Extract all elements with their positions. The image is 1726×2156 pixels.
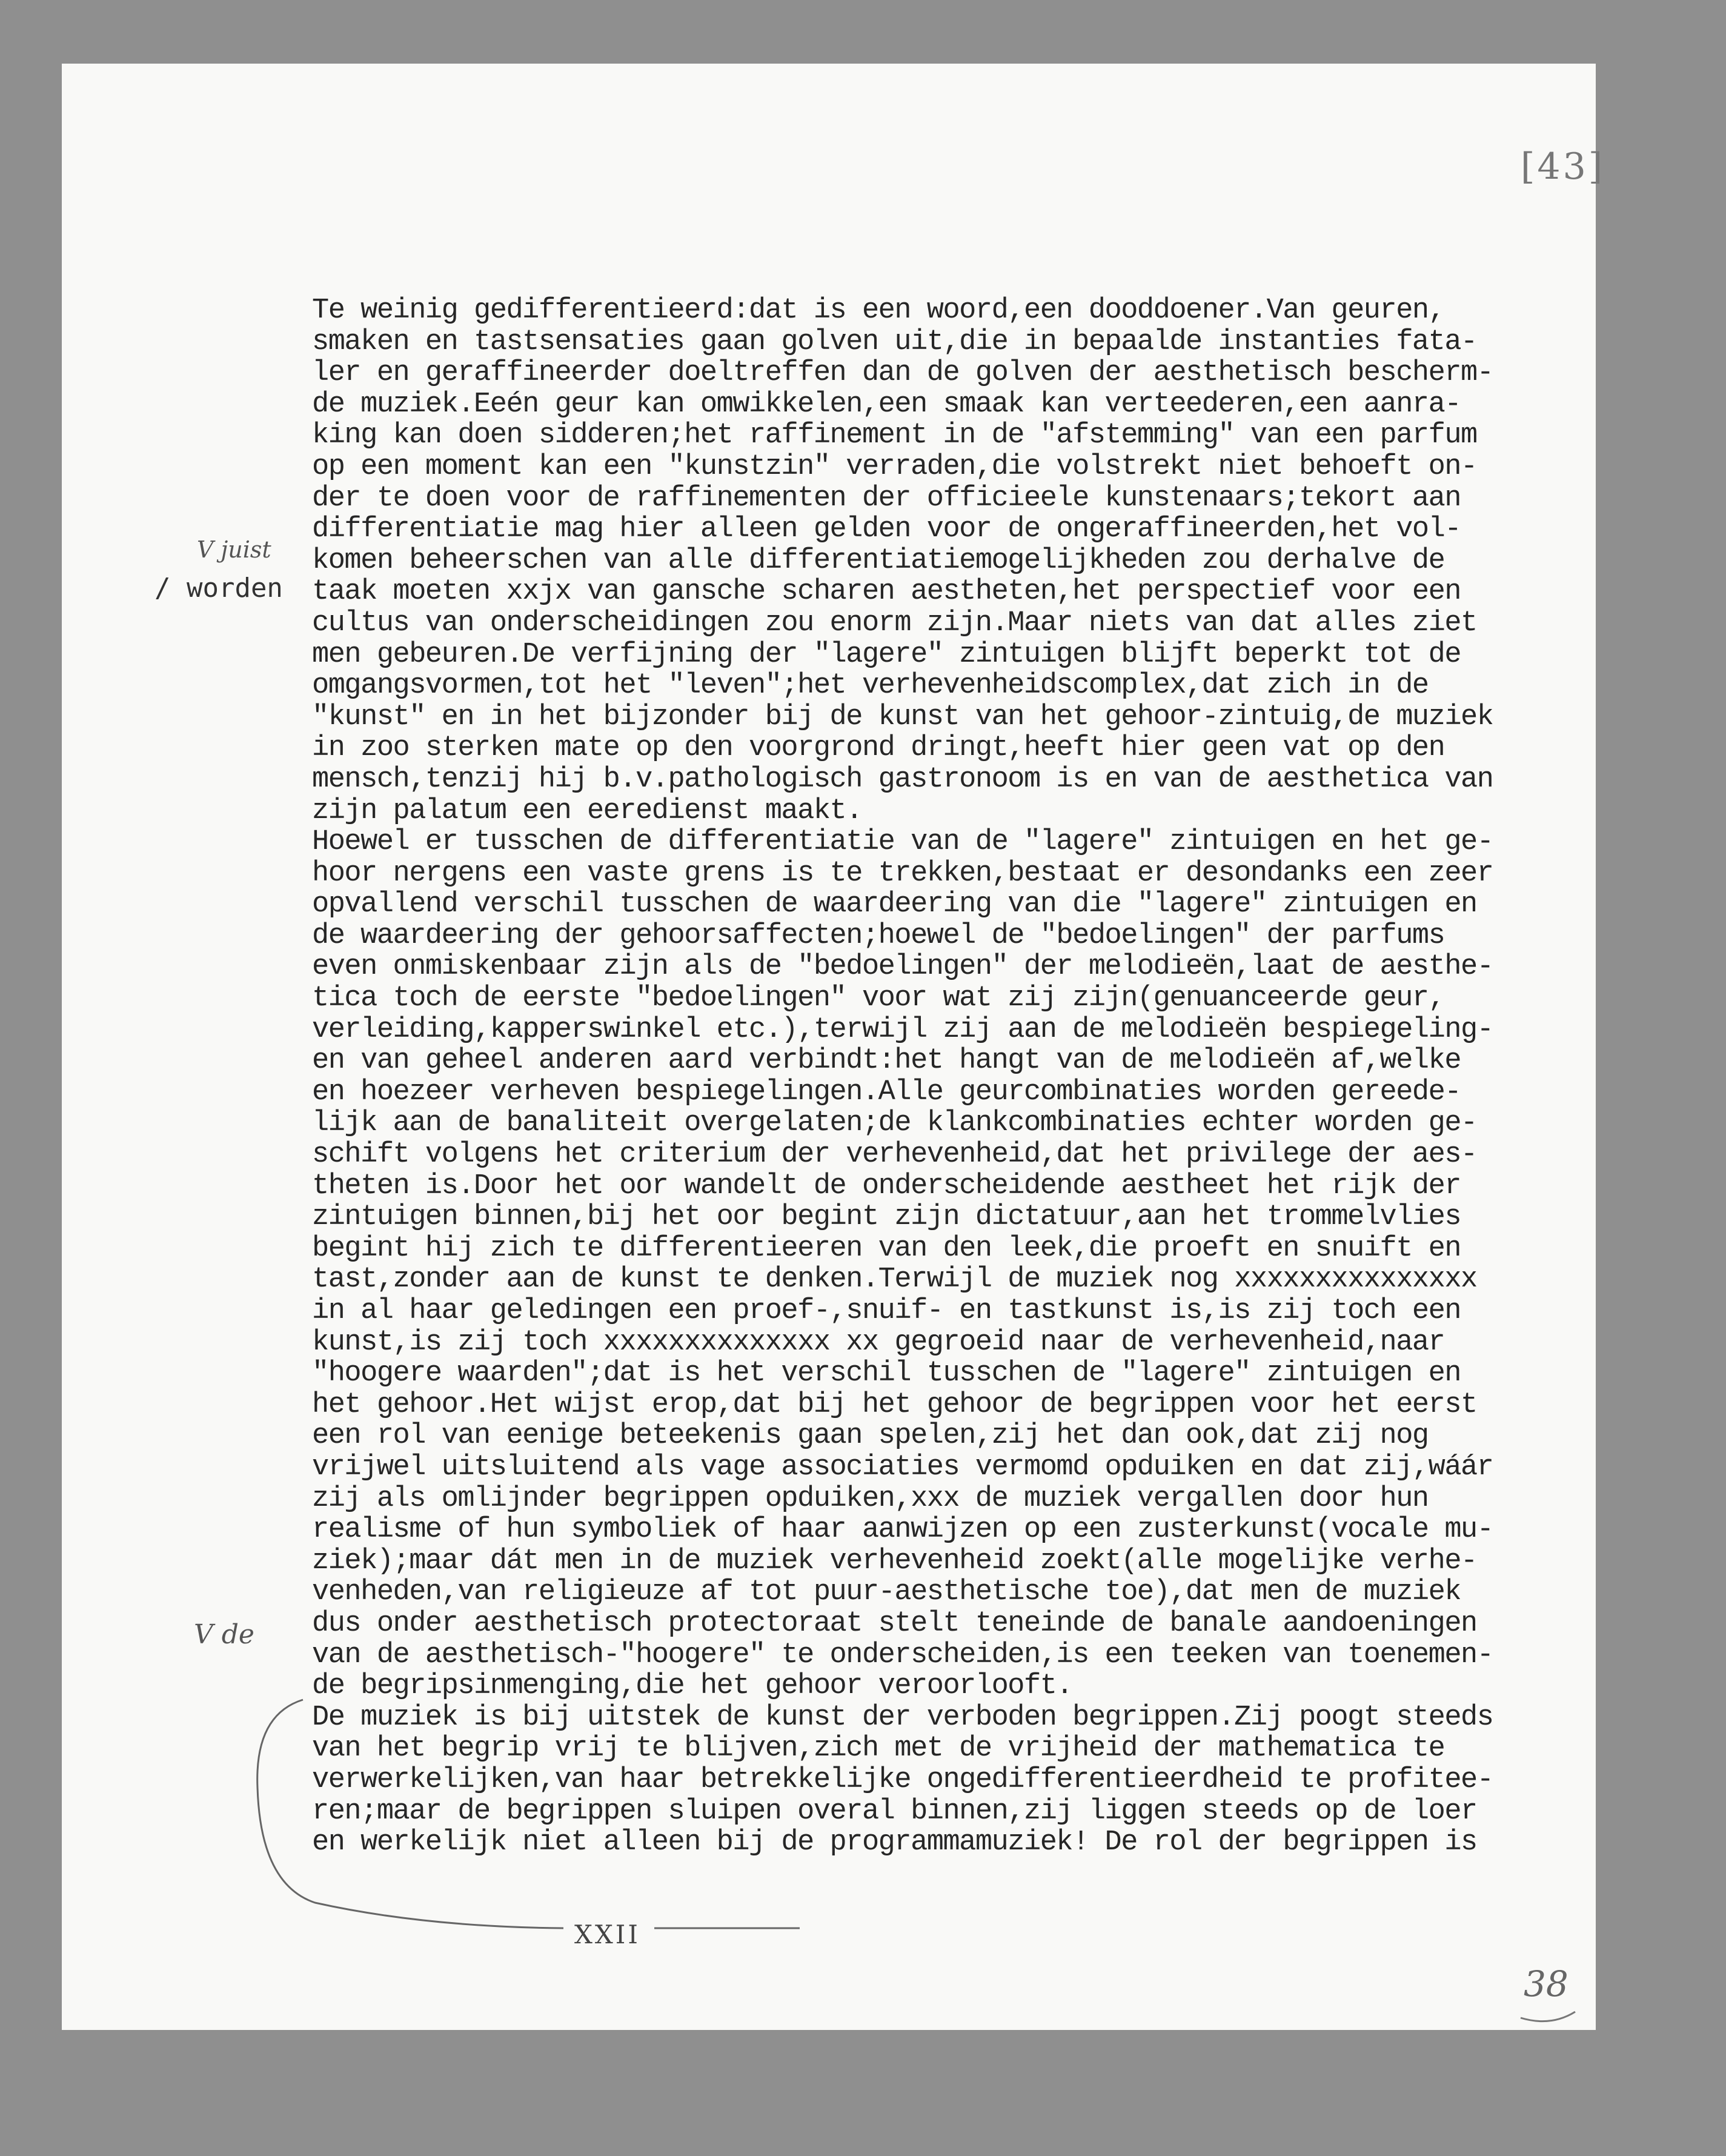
text-line: een rol van eenige beteekenis gaan spelen,zij het dan ook,dat zij nog <box>312 1420 1429 1452</box>
text-line: taak moeten xxjx van gansche scharen aestheten,het perspectief voor een <box>312 576 1461 608</box>
text-line: dus onder aesthetisch protectoraat stelt teneinde de banale aandoeningen <box>312 1607 1477 1640</box>
text-line: king kan doen sidderen;het raffinement in de "afstemming" van een parfum <box>312 419 1477 452</box>
text-line: en werkelijk niet alleen bij de programmamuziek! De rol der begrippen is <box>312 1826 1477 1859</box>
text-line: in al haar geledingen een proef-,snuif- en tastkunst is,is zij toch een <box>312 1295 1461 1327</box>
text-line: in zoo sterken mate op den voorgrond dringt,heeft hier geen vat op den <box>312 732 1445 765</box>
text-line: de waardeering der gehoorsaffecten;hoewel de "bedoelingen" der parfums <box>312 919 1445 952</box>
text-line: realisme of hun symboliek of haar aanwijzen op een zusterkunst(vocale mu- <box>312 1514 1493 1546</box>
margin-note-worden: / worden <box>154 573 283 604</box>
text-line: komen beheerschen van alle differentiatiemogelijkheden zou derhalve de <box>312 544 1445 577</box>
text-line: omgangsvormen,tot het "leven";het verhevenheidscomplex,dat zich in de <box>312 670 1429 702</box>
page-number: 38 <box>1524 1963 1568 2005</box>
text-line: even onmiskenbaar zijn als de "bedoelingen" der melodieën,laat de aesthe- <box>312 951 1493 983</box>
text-line: het gehoor.Het wijst erop,dat bij het gehoor de begrippen voor het eerst <box>312 1388 1477 1421</box>
text-line: theten is.Door het oor wandelt de onderscheidende aestheet het rijk der <box>312 1169 1461 1202</box>
text-line: van het begrip vrij te blijven,zich met de vrijheid der mathematica te <box>312 1732 1445 1765</box>
text-line: kunst,is zij toch xxxxxxxxxxxxxx xx gegroeid naar de verhevenheid,naar <box>312 1326 1445 1359</box>
text-line: tast,zonder aan de kunst te denken.Terwijl de muziek nog xxxxxxxxxxxxxxx <box>312 1263 1477 1296</box>
text-line: "hoogere waarden";dat is het verschil tusschen de "lagere" zintuigen en <box>312 1357 1461 1390</box>
text-line: de begripsinmenging,die het gehoor veroorlooft. <box>312 1670 1073 1703</box>
text-line: de muziek.Eeén geur kan omwikkelen,een smaak kan verteederen,een aanra- <box>312 388 1461 421</box>
text-line: der te doen voor de raffinementen der officieele kunstenaars;tekort aan <box>312 482 1461 514</box>
text-line: zijn palatum een eeredienst maakt. <box>312 794 862 827</box>
text-line: op een moment kan een "kunstzin" verraden,die volstrekt niet behoeft on- <box>312 450 1477 483</box>
text-line: verleiding,kapperswinkel etc.),terwijl zij aan de melodieën bespiegeling- <box>312 1013 1493 1046</box>
text-line: en van geheel anderen aard verbindt:het hangt van de melodieën af,welke <box>312 1045 1461 1077</box>
text-line: mensch,tenzij hij b.v.pathologisch gastronoom is en van de aesthetica van <box>312 763 1493 796</box>
section-number: XXII <box>574 1920 640 1949</box>
text-line: verwerkelijken,van haar betrekkelijke ongedifferentieerdheid te profitee- <box>312 1763 1493 1796</box>
text-line: tica toch de eerste "bedoelingen" voor wat zij zijn(genuanceerde geur, <box>312 982 1445 1015</box>
text-line: men gebeuren.De verfijning der "lagere" zintuigen blijft beperkt tot de <box>312 638 1461 671</box>
text-line: hoor nergens een vaste grens is te trekken,bestaat er desondanks een zeer <box>312 857 1493 890</box>
text-line: opvallend verschil tusschen de waardeering van die "lagere" zintuigen en <box>312 888 1477 921</box>
text-line: vrijwel uitsluitend als vage associaties vermomd opduiken en dat zij,wáár <box>312 1451 1493 1483</box>
margin-note-de: V de <box>194 1619 254 1650</box>
text-line: ren;maar de begrippen sluipen overal binnen,zij liggen steeds op de loer <box>312 1795 1477 1828</box>
text-line: Hoewel er tusschen de differentiatie van de "lagere" zintuigen en het ge- <box>312 826 1493 859</box>
text-line: differentiatie mag hier alleen gelden voor de ongeraffineerden,het vol- <box>312 513 1461 546</box>
text-line: ler en geraffineerder doeltreffen dan de golven der aesthetisch bescherm- <box>312 357 1493 390</box>
folio-number: [43] <box>1521 145 1605 188</box>
margin-note-juist: V juist <box>197 536 271 563</box>
text-line: De muziek is bij uitstek de kunst der verboden begrippen.Zij poogt steeds <box>312 1701 1493 1734</box>
text-line: venheden,van religieuze af tot puur-aesthetische toe),dat men de muziek <box>312 1576 1461 1609</box>
text-line: ziek);maar dát men in de muziek verhevenheid zoekt(alle mogelijke verhe- <box>312 1545 1477 1577</box>
text-line: zij als omlijnder begrippen opduiken,xxx de muziek vergallen door hun <box>312 1482 1429 1515</box>
text-line: lijk aan de banaliteit overgelaten;de klankcombinaties echter worden ge- <box>312 1107 1477 1140</box>
text-line: zintuigen binnen,bij het oor begint zijn dictatuur,aan het trommelvlies <box>312 1201 1461 1234</box>
text-line: en hoezeer verheven bespiegelingen.Alle geurcombinaties worden gereede- <box>312 1076 1461 1108</box>
text-line: cultus van onderscheidingen zou enorm zijn.Maar niets van dat alles ziet <box>312 607 1477 639</box>
text-line: "kunst" en in het bijzonder bij de kunst van het gehoor-zintuig,de muziek <box>312 700 1493 733</box>
text-line: begint hij zich te differentieeren van den leek,die proeft en snuift en <box>312 1232 1461 1265</box>
text-line: schift volgens het criterium der verhevenheid,dat het privilege der aes- <box>312 1139 1477 1171</box>
text-line: smaken en tastsensaties gaan golven uit,die in bepaalde instanties fata- <box>312 325 1477 358</box>
text-line: van de aesthetisch-"hoogere" te onderscheiden,is een teeken van toenemen- <box>312 1639 1493 1671</box>
text-line: Te weinig gedifferentieerd:dat is een woord,een dooddoener.Van geuren, <box>312 294 1445 327</box>
